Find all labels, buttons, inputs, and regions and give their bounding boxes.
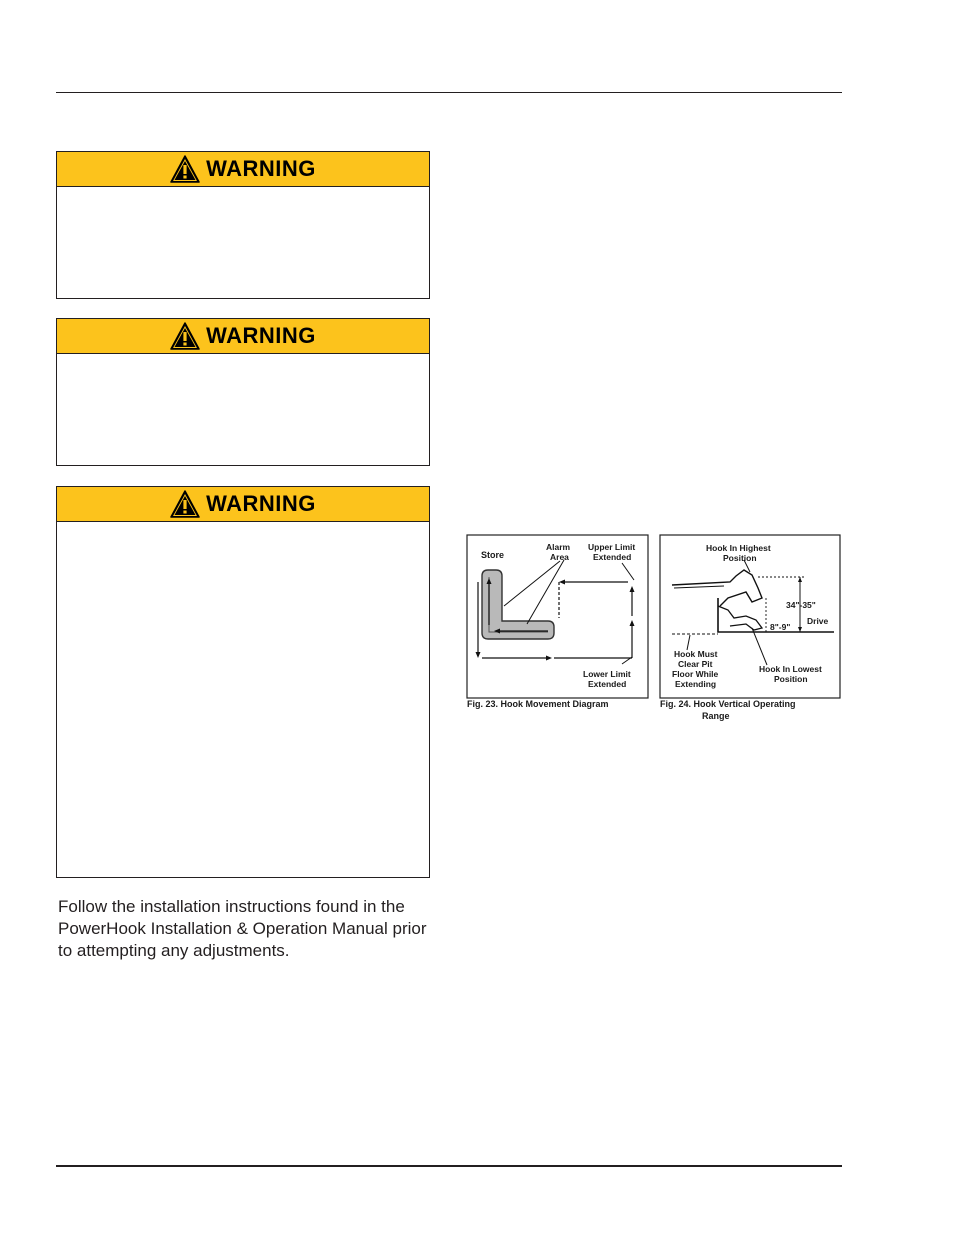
footer-rule — [56, 1165, 842, 1167]
fig24-highest-label-2: Position — [723, 553, 757, 563]
fig24-dim-34-35: 34"-35" — [786, 600, 816, 610]
warning-header-2 — [57, 319, 429, 354]
fig23-upper-limit-label-1: Upper Limit — [588, 542, 636, 552]
fig24-clear-label-1: Hook Must — [674, 649, 718, 659]
header-rule — [56, 92, 842, 93]
warning-box-3 — [56, 486, 430, 878]
figure-24 — [660, 535, 840, 721]
warning-label-3: WARNING — [206, 491, 316, 516]
warning-box-1 — [56, 151, 430, 299]
fig23-alarm-label-1: Alarm — [546, 542, 571, 552]
hook-diagrams — [462, 520, 842, 725]
fig23-upper-limit-label-2: Extended — [593, 552, 632, 562]
warning-label-2: WARNING — [206, 323, 316, 348]
warning-header-3 — [57, 487, 429, 522]
figure-23 — [467, 535, 648, 709]
warning-triangle-icon — [170, 490, 200, 518]
warning-header-1 — [57, 152, 429, 187]
fig23-lower-limit-label-2: Extended — [588, 679, 627, 689]
fig24-dim-8-9: 8"-9" — [770, 622, 791, 632]
fig24-caption-1: Fig. 24. Hook Vertical Operating — [660, 699, 796, 709]
fig24-clear-label-3: Floor While — [672, 669, 719, 679]
fig23-lower-limit-label-1: Lower Limit — [583, 669, 631, 679]
fig23-alarm-label-2: Area — [550, 552, 569, 562]
fig24-caption-2: Range — [702, 711, 730, 721]
hook-figures — [462, 520, 842, 725]
fig23-caption: Fig. 23. Hook Movement Diagram — [467, 699, 609, 709]
fig24-drive-label: Drive — [807, 616, 829, 626]
fig24-lowest-label-2: Position — [774, 674, 808, 684]
fig23-store-label: Store — [481, 550, 505, 560]
fig24-lowest-label-1: Hook In Lowest — [759, 664, 822, 674]
fig24-clear-label-4: Extending — [675, 679, 717, 689]
fig24-highest-label-1: Hook In Highest — [706, 543, 771, 553]
fig24-clear-label-2: Clear Pit — [678, 659, 713, 669]
warning-box-2 — [56, 318, 430, 466]
warning-triangle-icon — [170, 322, 200, 350]
warning-label-1: WARNING — [206, 156, 316, 181]
installation-instructions-text: Follow the installation instructions found in the PowerHook Installation & Operation Manual prior to attempting any adjustments. — [58, 897, 427, 960]
warning-triangle-icon — [170, 155, 200, 183]
